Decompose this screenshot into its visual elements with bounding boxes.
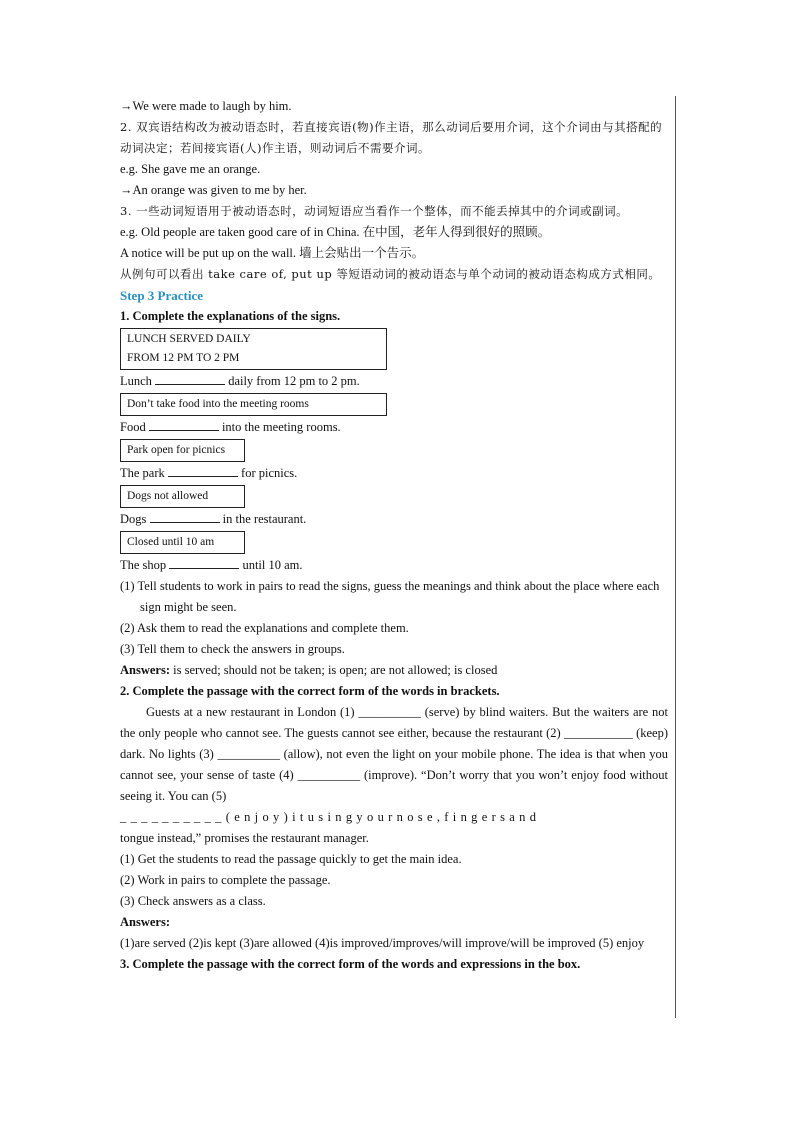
- sign-lunch-line2: FROM 12 PM TO 2 PM: [127, 352, 240, 364]
- ex2-passage: Guests at a new restaurant in London (1) __________ (serve) by blind waiters. But the waiters are not the only people who cannot see. The guests cannot see either, because the restaurant (2) ___________ (keep) dark. No lights (3) __________ (allow), not even the light on your mobile phone. The idea is that when you cannot see, your sense of taste (4) __________ (improve). “Don’t worry that you won’t enjoy food without seeing it. You can (5): [120, 705, 668, 803]
- question-5-pre: The shop: [120, 558, 167, 572]
- step3-heading: Step 3 Practice: [120, 288, 204, 303]
- ex2-instruction-1: (1) Get the students to read the passage quickly to get the main idea.: [120, 852, 462, 866]
- ex1-instruction-1: (1) Tell students to work in pairs to read the signs, guess the meanings and think about the place where each sign might be seen.: [120, 579, 660, 614]
- example-arrow-1: →We were made to laugh by him.: [120, 99, 292, 113]
- ex1-answers-text: is served; should not be taken; is open; are not allowed; is closed: [170, 663, 498, 677]
- question-4: [120, 509, 668, 530]
- answer-blank-2[interactable]: [149, 418, 219, 431]
- ex1-answers-label: Answers:: [120, 663, 170, 677]
- example-arrow-2: →An orange was given to me by her.: [120, 183, 307, 197]
- question-4-pre: Dogs: [120, 512, 147, 526]
- ex1-instruction-2: (2) Ask them to read the explanations and complete them.: [120, 621, 409, 635]
- ex2-passage-spread: _ _ _ _ _ _ _ _ _ _ ( e n j o y ) i t u s i n g y o u r n o s e , f i n g e r s a n d: [120, 810, 537, 824]
- answer-blank-1[interactable]: [155, 372, 225, 385]
- table-right-border: [675, 96, 676, 1018]
- question-1: [120, 371, 668, 392]
- answer-blank-4[interactable]: [150, 510, 220, 523]
- sign-food: Don’t take food into the meeting rooms: [120, 393, 387, 416]
- grammar-note-4: 从例句可以看出 take care of, put up 等短语动词的被动语态与单个动词的被动语态构成方式相同。: [120, 267, 661, 281]
- sign-lunch-line1: LUNCH SERVED DAILY: [127, 333, 251, 345]
- example-sentence-1: e.g. She gave me an orange.: [120, 162, 261, 176]
- ex2-passage-end: tongue instead,” promises the restaurant manager.: [120, 831, 369, 845]
- example-sentence-2: e.g. Old people are taken good care of in China. 在中国，老年人得到很好的照顾。: [120, 225, 551, 239]
- question-3: [120, 463, 668, 484]
- ex2-instruction-2: (2) Work in pairs to complete the passage.: [120, 873, 331, 887]
- question-2-pre: Food: [120, 420, 146, 434]
- exercise-3-title: 3. Complete the passage with the correct form of the words and expressions in the box.: [120, 957, 581, 971]
- grammar-note-2: 2. 双宾语结构改为被动语态时，若直接宾语(物)作主语，那么动词后要用介词，这个介词由与其搭配的动词决定；若间接宾语(人)作主语，则动词后不需要介词。: [120, 120, 663, 155]
- question-5-post: until 10 am.: [242, 558, 303, 572]
- example-sentence-3: A notice will be put up on the wall. 墙上会贴出一个告示。: [120, 246, 425, 260]
- grammar-note-3: 3. 一些动词短语用于被动语态时，动词短语应当看作一个整体，而不能丢掉其中的介词或副词。: [120, 204, 629, 218]
- question-2: [120, 417, 668, 438]
- sign-closed: Closed until 10 am: [120, 531, 245, 554]
- sign-park: Park open for picnics: [120, 439, 245, 462]
- question-5: [120, 555, 668, 576]
- question-3-post: for picnics.: [241, 466, 298, 480]
- question-1-post: daily from 12 pm to 2 pm.: [228, 374, 360, 388]
- question-1-pre: Lunch: [120, 374, 152, 388]
- answer-blank-3[interactable]: [168, 464, 238, 477]
- question-4-post: in the restaurant.: [222, 512, 307, 526]
- document-body: [120, 96, 668, 975]
- exercise-2-title: 2. Complete the passage with the correct form of the words in brackets.: [120, 684, 500, 698]
- exercise-1-title: 1. Complete the explanations of the signs.: [120, 309, 341, 323]
- question-3-pre: The park: [120, 466, 165, 480]
- sign-lunch: [120, 328, 387, 370]
- ex2-answers-label: Answers:: [120, 915, 170, 929]
- ex1-answers: [120, 660, 668, 681]
- ex1-instruction-3: (3) Tell them to check the answers in groups.: [120, 642, 345, 656]
- question-2-post: into the meeting rooms.: [221, 420, 341, 434]
- sign-dogs: Dogs not allowed: [120, 485, 245, 508]
- ex2-instruction-3: (3) Check answers as a class.: [120, 894, 266, 908]
- ex2-answers: (1)are served (2)is kept (3)are allowed (4)is improved/improves/will improve/will be improved (5) enjoy: [120, 936, 645, 950]
- answer-blank-5[interactable]: [169, 556, 239, 569]
